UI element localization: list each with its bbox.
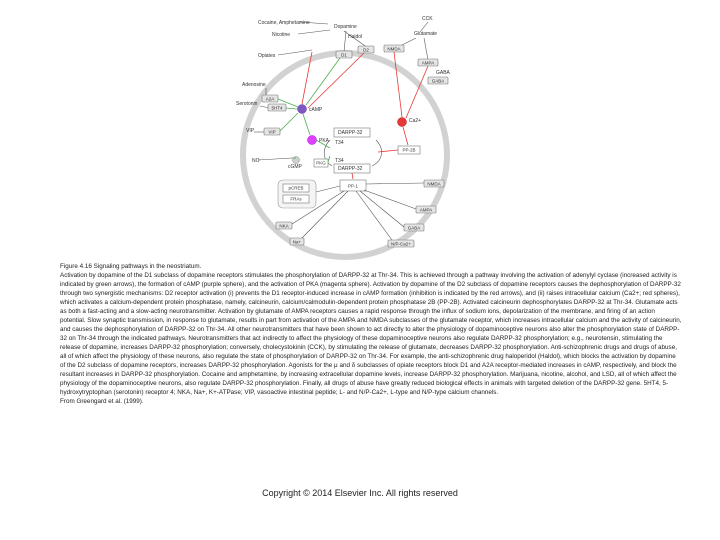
pp2b-to-darpp-arrow: [378, 150, 398, 152]
5ht4-to-camp-arrow: [286, 108, 297, 109]
cgmp-label: cGMP: [288, 164, 302, 170]
a2a-label: A2A: [265, 96, 275, 102]
na-label: Na+: [292, 239, 302, 245]
ampa-bottom-receptor: [416, 206, 436, 213]
na-channel: [290, 238, 304, 245]
nmda-top-label: NMDA: [387, 46, 401, 52]
t34-label: T34: [335, 140, 344, 146]
nicotine-line: [298, 30, 330, 34]
ampa-bottom-label: AMPA: [419, 207, 433, 213]
n-p-ca-label: N/P-Ca2+: [391, 241, 411, 247]
cocaine-label: Cocaine, Amphetamine: [258, 20, 310, 26]
darpp32-box: [334, 128, 370, 146]
opiates-line: [278, 50, 312, 55]
haldol-label: Haldol: [348, 34, 363, 40]
nmda-bottom-label: NMDA: [427, 181, 441, 187]
ampa-top-receptor: [418, 59, 438, 66]
pka-label: PKA: [319, 138, 330, 144]
adenosine-label: Adenosine: [242, 82, 266, 88]
darpp32-label: DARPP-32: [338, 130, 363, 136]
vip-receptor-label: VIP: [268, 129, 276, 135]
pkg-box: [314, 159, 328, 167]
5ht4-receptor: [268, 104, 286, 111]
fras-label: FRAs: [290, 196, 302, 202]
glutamate-to-ampa-line: [424, 38, 428, 60]
nicotine-label: Nicotine: [272, 32, 291, 38]
cgmp-sphere: [288, 157, 303, 171]
gaba-bottom-label: GABA: [407, 225, 421, 231]
pkg-label: PKG: [316, 160, 326, 166]
darpp32-phospho-box: [334, 158, 370, 173]
a2a-receptor: [262, 95, 278, 102]
figure-caption: Figure 4.16 Signaling pathways in the neostriatum. Activation by dopamine of the D1 subclass of dopamine receptors stimulates the phosphorylation of DARPP-32 at Thr-34. This is achieved through a pathway involving the activation of adenylyl cyclase (increased activity is indicated by green arrows), the formation of cAMP (purple sphere), and the activation of PKA (magenta sphere). Activation by dopamine of the D2 subclass of dopamine receptors causes the dephosphorylation of DARPP-32 through two synergistic mechanisms: D2 receptor activation (i) prevents the D1 receptor-induced increase in cAMP formation (inhibition is indicated by the red arrows), and (ii) raises intracellular calcium (Ca2+; red spheres), which activates a calcium-dependent protein phosphatase, namely, calcineurin, calcium/calmodulin-dependent protein phosphatase 2B (PP-2B). Activated calcineurin dephosphorylates DARPP-32 at Thr-34. Glutamate acts as both a fast-acting and a slow-acting neurotransmitter. Activation by glutamate of AMPA receptors causes a rapid response through the influx of sodium ions, depolarization of the membrane, and firing of an action potential. Slow synaptic transmission, in response to glutamate, results in part from activation of the AMPA and NMDA subclasses of the glutamate receptor, which increases intracellular calcium and the activity of calcineurin, and causes the dephosphorylation of DARPP-32 on Thr-34. All other neurotransmitters that have been shown to act directly to alter the physiology of dopaminoceptive neurons also alter the phosphorylation state of DARPP-32 on Thr-34 through the indicated pathways. Neurotransmitters that act indirectly to affect the physiology of these dopaminoceptive neurons also regulate DARPP-32 phosphorylation; e.g., neurotensin, stimulating the release of dopamine, increases DARPP-32 phosphorylation; conversely, cholecystokinin (CCK), by stimulating the release of glutamate, decreases DARPP-32 phosphorylation. Anti-schizophrenic drugs and drugs of abuse, all of which affect the physiology of these neurons, also regulate the state of phosphorylation of DARPP-32 on Thr-34. For example, the anti-schizophrenic drug haloperidol (Haldol), which blocks the activation by dopamine of the D2 subclass of dopamine receptors, increases DARPP-32 phosphorylation. Agonists for the μ and δ subclasses of opiate receptors block D1 and A2A receptor-mediated increases in cAMP, respectively, and block the resultant increases in DARPP-32 phosphorylation. Cocaine and amphetamine, by increasing extracellular dopamine levels, increase DARPP-32 phosphorylation. Marijuana, nicotine, alcohol, and LSD, all of which affect the physiology of the dopaminoceptive neurons, also regulate DARPP-32 phosphorylation. Finally, all drugs of abuse have greatly reduced biological effects in animals with targeted deletion of the DARPP-32 gene. 5HT4, 5-hydroxytryptophan (serotonin) receptor 4; NKA, Na+, K+-ATPase; VIP, vasoactive intestinal peptide; L- and N/P-Ca2+, L-type and N/P-type calcium channels. From Greengard et al. (1999).: [60, 263, 682, 405]
vip-to-camp-arrow: [280, 113, 298, 131]
d1-receptor: [336, 51, 352, 58]
gaba-a-receptor: [428, 77, 448, 84]
pp1-box: [340, 180, 366, 191]
signaling-pathway-diagram: [0, 0, 720, 262]
no-label: NO: [252, 158, 260, 164]
no-line: [258, 158, 292, 160]
pp1-to-nucleus-line: [316, 186, 340, 192]
dopamine-label: Dopamine: [334, 24, 357, 30]
nmda-top-receptor: [384, 45, 404, 52]
ampa-top-label: AMPA: [421, 60, 435, 66]
d2-label: D2: [363, 47, 369, 53]
darpp-inhibit-pp1-line: [352, 173, 353, 179]
gaba-bottom-receptor: [404, 224, 424, 231]
copyright-notice: Copyright © 2014 Elsevier Inc. All rights reserved: [262, 488, 458, 498]
pka-sphere: [308, 136, 330, 145]
d1-label: D1: [341, 52, 347, 58]
pp1-label: PP-1: [347, 183, 359, 189]
camp-to-pka-arrow: [303, 114, 310, 135]
vip-receptor: [264, 128, 280, 135]
opiates-label: Opiates: [258, 53, 276, 59]
nka-pump: [276, 222, 292, 229]
dopamine-to-d1-line: [344, 31, 346, 52]
nucleus: [278, 180, 316, 208]
ca-to-pp2b-arrow: [403, 127, 408, 145]
vip-label: VIP: [246, 128, 255, 134]
d2-inhibit-camp-line: [308, 53, 364, 108]
pp2b-box: [398, 146, 420, 154]
ca-label: Ca2+: [409, 118, 422, 124]
cck-label: CCK: [422, 16, 433, 22]
nmda-to-ca-arrow: [394, 52, 402, 117]
darpp32-phospho-label: DARPP-32: [338, 166, 363, 172]
d2-receptor: [358, 46, 374, 53]
nmda-bottom-receptor: [424, 180, 444, 187]
gaba-a-label: GABA: [431, 78, 445, 84]
pp1-to-nmda-line: [366, 183, 424, 184]
5ht4-label: 5HT4: [271, 105, 283, 111]
gaba-label: GABA: [436, 70, 450, 76]
glutamate-label: Glutamate: [414, 31, 438, 37]
phosphorylation-cycle: [324, 140, 381, 166]
pp2b-label: PP-2B: [402, 147, 416, 153]
camp-label: cAMP: [309, 107, 323, 113]
n-p-ca-channel: [388, 240, 414, 247]
t34p-label: T34: [335, 158, 344, 164]
pcreb-label: pCREB: [288, 185, 304, 191]
pp1-to-ampa-line: [364, 190, 416, 209]
serotonin-label: Serotonin: [236, 101, 258, 107]
ca-sphere: [398, 118, 422, 127]
nka-label: NKA: [279, 223, 289, 229]
